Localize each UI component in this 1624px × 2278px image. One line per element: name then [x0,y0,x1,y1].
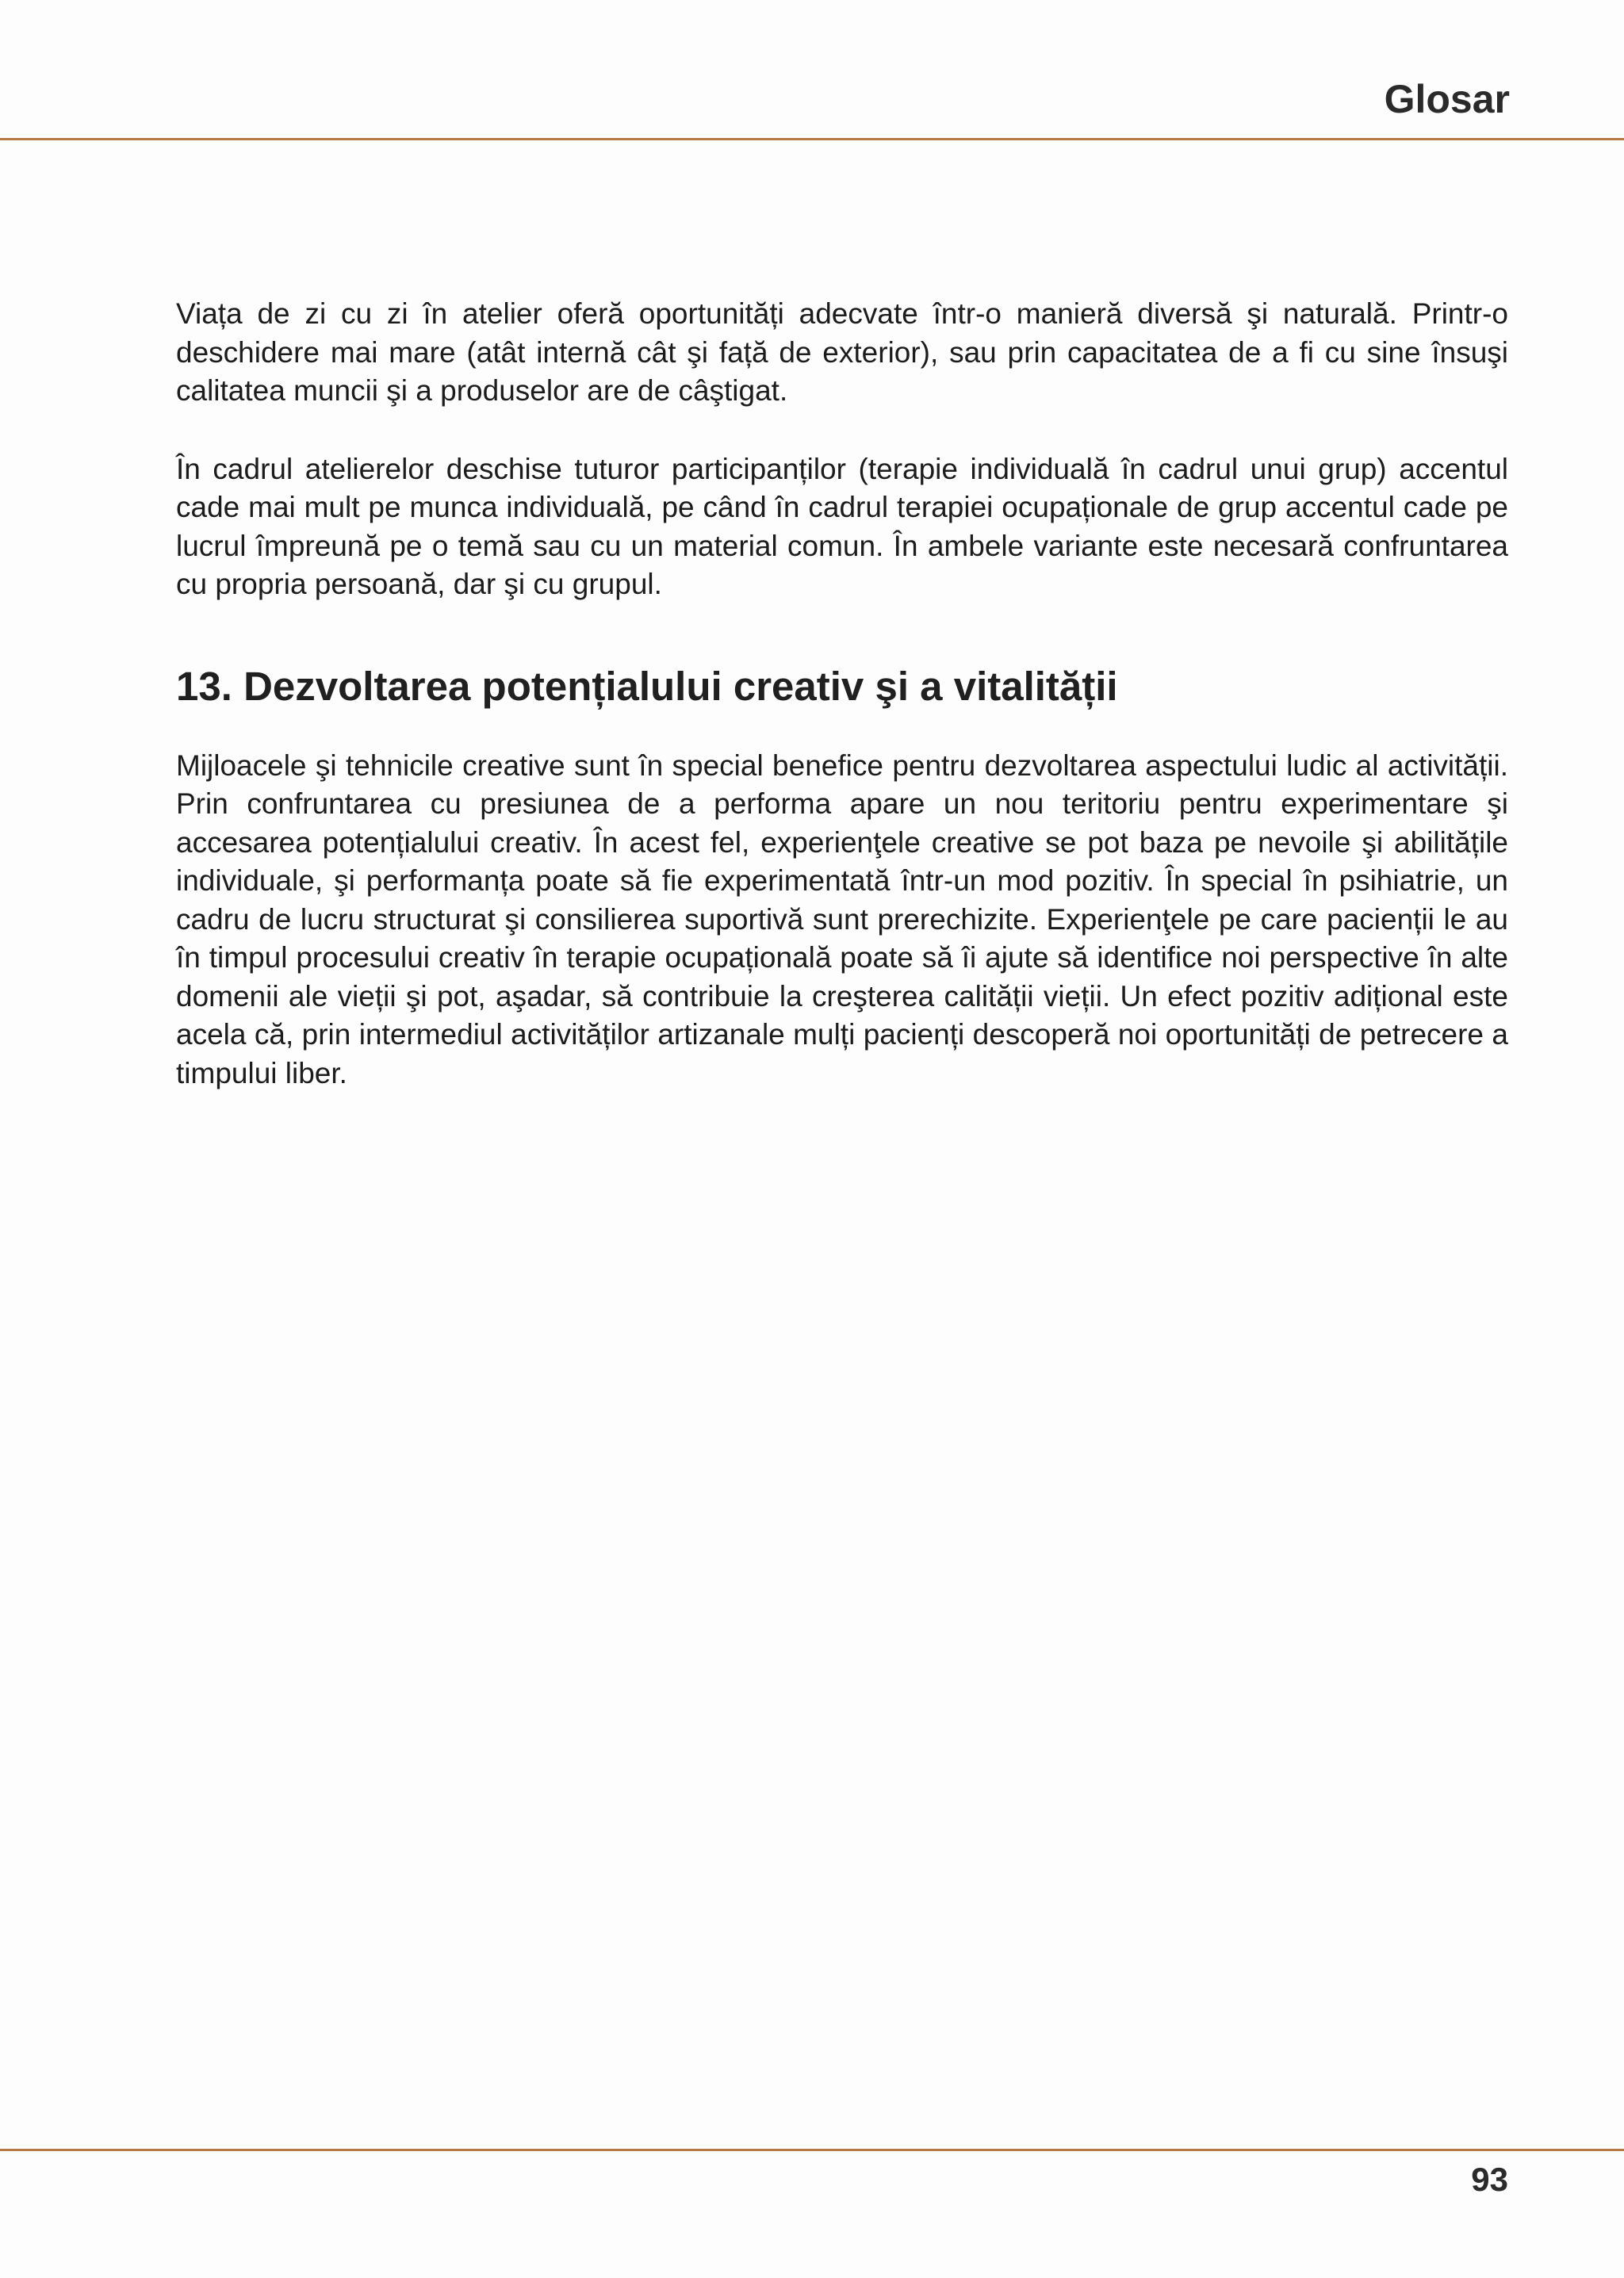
running-header-title: Glosar [1384,77,1510,121]
body-paragraph-3: Mijloacele şi tehnicile creative sunt în special benefice pentru dezvoltarea aspectului ludic al activității. Prin confruntarea cu presiunea de a performa apare un nou teritoriu pentru experimentare şi accesarea potențialului creativ. În acest fel, experienţele creative se pot baza pe nevoile şi abilitățile individuale, şi performanța poate să fie experimentată într-un mod pozitiv. În special în psihiatrie, un cadru de lucru structurat şi consilierea suportivă sunt prerechizite. Experienţele pe care pacienții le au în timpul procesului creativ în terapie ocupațională poate să îi ajute să identifice noi perspective în alte domenii ale vieții şi pot, aşadar, să contribuie la creşterea calității vieții. Un efect pozitiv adițional este acela că, prin intermediul activităților artizanale mulți pacienți descoperă noi oportunități de petrecere a timpului liber. [176,748,1508,1089]
page-number: 93 [1471,2161,1508,2198]
body-paragraph-1: Viața de zi cu zi în atelier oferă oportunități adecvate într-o manieră diversă şi naturală. Printr-o deschidere mai mare (atât internă cât şi față de exterior), sau prin capacitatea de a fi cu sine însuşi calitatea muncii şi a produselor are de câştigat. [176,297,1508,407]
body-paragraph-2: În cadrul atelierelor deschise tuturor participanților (terapie individuală în cadrul unui grup) accentul cade mai mult pe munca individuală, pe când în cadrul terapiei ocupaționale de grup accentul cade pe lucrul împreună pe o temă sau cu un material comun. În ambele variante este necesară confruntarea cu propria persoană, dar şi cu grupul. [176,452,1508,600]
footer-divider [0,2149,1624,2151]
header-divider [0,138,1624,140]
page-body [176,295,1508,1132]
section-heading: 13. Dezvoltarea potențialului creativ şi a vitalității [176,663,1118,709]
